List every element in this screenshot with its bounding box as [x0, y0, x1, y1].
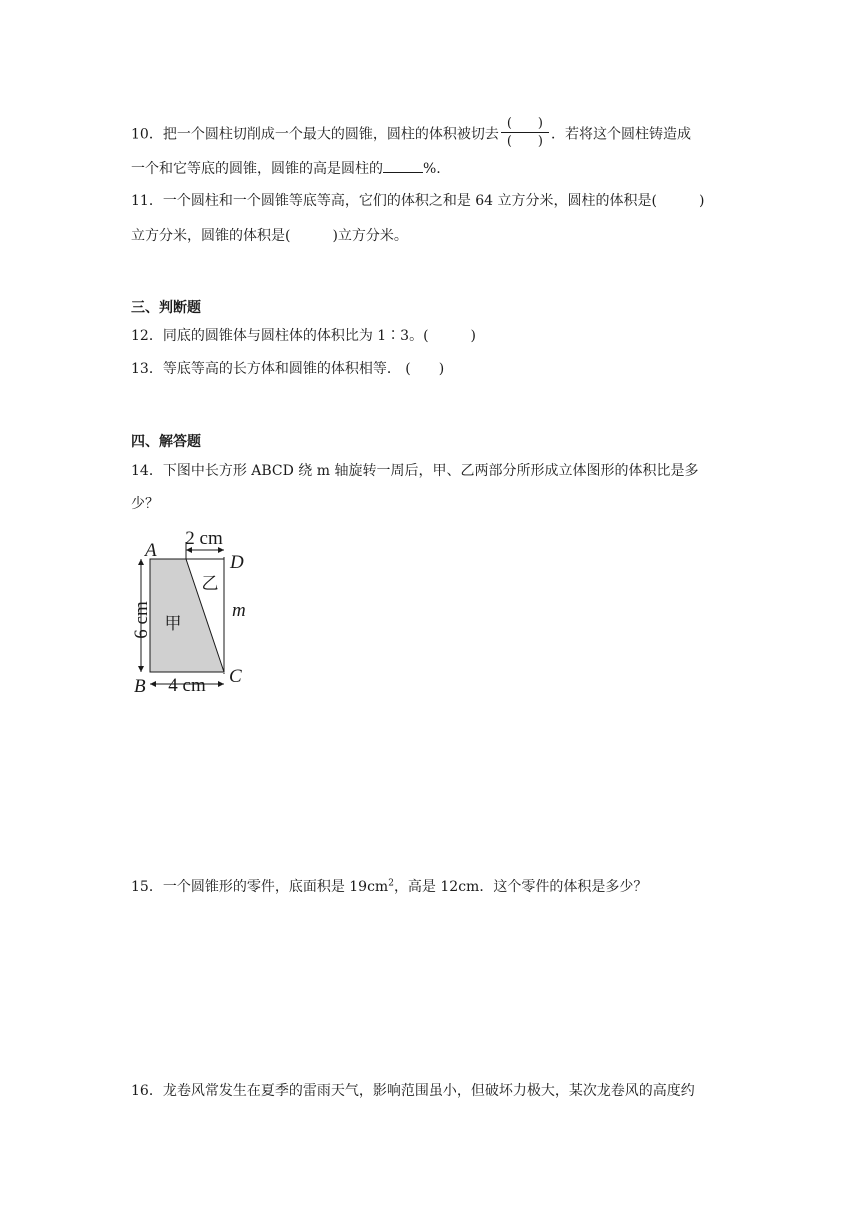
dim-left-label: 6 cm: [131, 601, 152, 639]
dim-bottom-label: 4 cm: [168, 675, 206, 696]
q15-superscript: 2: [388, 878, 394, 889]
dim-bottom-arrow-right: [218, 681, 224, 687]
vertex-b-label: B: [134, 676, 146, 697]
section-heading-true-false: 三、判断题: [131, 300, 201, 316]
q15-text-before-sup: 15．一个圆锥形的零件，底面积是 19cm: [131, 879, 389, 895]
q10-fraction-numerator[interactable]: ( ): [506, 116, 543, 131]
vertex-c-label: C: [229, 666, 242, 687]
dim-bottom-arrow-left: [150, 681, 156, 687]
region-jia-label: 甲: [164, 614, 182, 633]
question-12: 12．同底的圆锥体与圆柱体的体积比为 1∶3。( ): [131, 328, 477, 344]
vertex-a-label: A: [145, 540, 157, 561]
q10-answer-blank[interactable]: [383, 158, 423, 173]
q10-text-before-fraction: 10．把一个圆柱切削成一个最大的圆锥，圆柱的体积被切去: [131, 126, 499, 143]
q10-line-1: [131, 117, 691, 152]
question-15: [131, 877, 647, 897]
q10-fraction-blank[interactable]: [501, 115, 549, 150]
q10-text-line-2: 一个和它等底的圆锥，圆锥的高是圆柱的: [131, 161, 383, 177]
q10-text-after-fraction: ．若将这个圆柱铸造成: [550, 126, 691, 143]
dim-left-arrow-bottom: [138, 666, 144, 672]
q11-line-2: 立方分米，圆锥的体积是( )立方分米。: [131, 228, 408, 244]
q10-percent-sign: %.: [423, 161, 441, 177]
q14-line-2: 少？: [131, 496, 159, 512]
q10-fraction-denominator[interactable]: ( ): [501, 132, 549, 150]
dim-left-arrow-top: [138, 559, 144, 565]
section-heading-solve: 四、解答题: [131, 434, 201, 450]
q10-line-2: [131, 158, 441, 179]
q11-line-1: 11．一个圆柱和一个圆锥等底等高，它们的体积之和是 64 立方分米，圆柱的体积是( ): [131, 193, 705, 209]
q15-text-after-sup: ，高是 12cm．这个零件的体积是多少？: [393, 879, 648, 895]
region-yi-label: 乙: [201, 574, 219, 593]
vertex-d-label: D: [230, 552, 244, 573]
axis-m-label: m: [232, 600, 246, 621]
q14-line-1: 14．下图中长方形 ABCD 绕 m 轴旋转一周后，甲、乙两部分所形成立体图形的体积比是多: [131, 463, 699, 479]
question-16: 16．龙卷风常发生在夏季的雷雨天气，影响范围虽小，但破坏力极大，某次龙卷风的高度约: [131, 1083, 695, 1099]
question-13: 13．等底等高的长方体和圆锥的体积相等． ( ): [131, 361, 445, 377]
dim-top-label: 2 cm: [185, 528, 223, 549]
rectangle-abcd-figure: [128, 524, 268, 704]
